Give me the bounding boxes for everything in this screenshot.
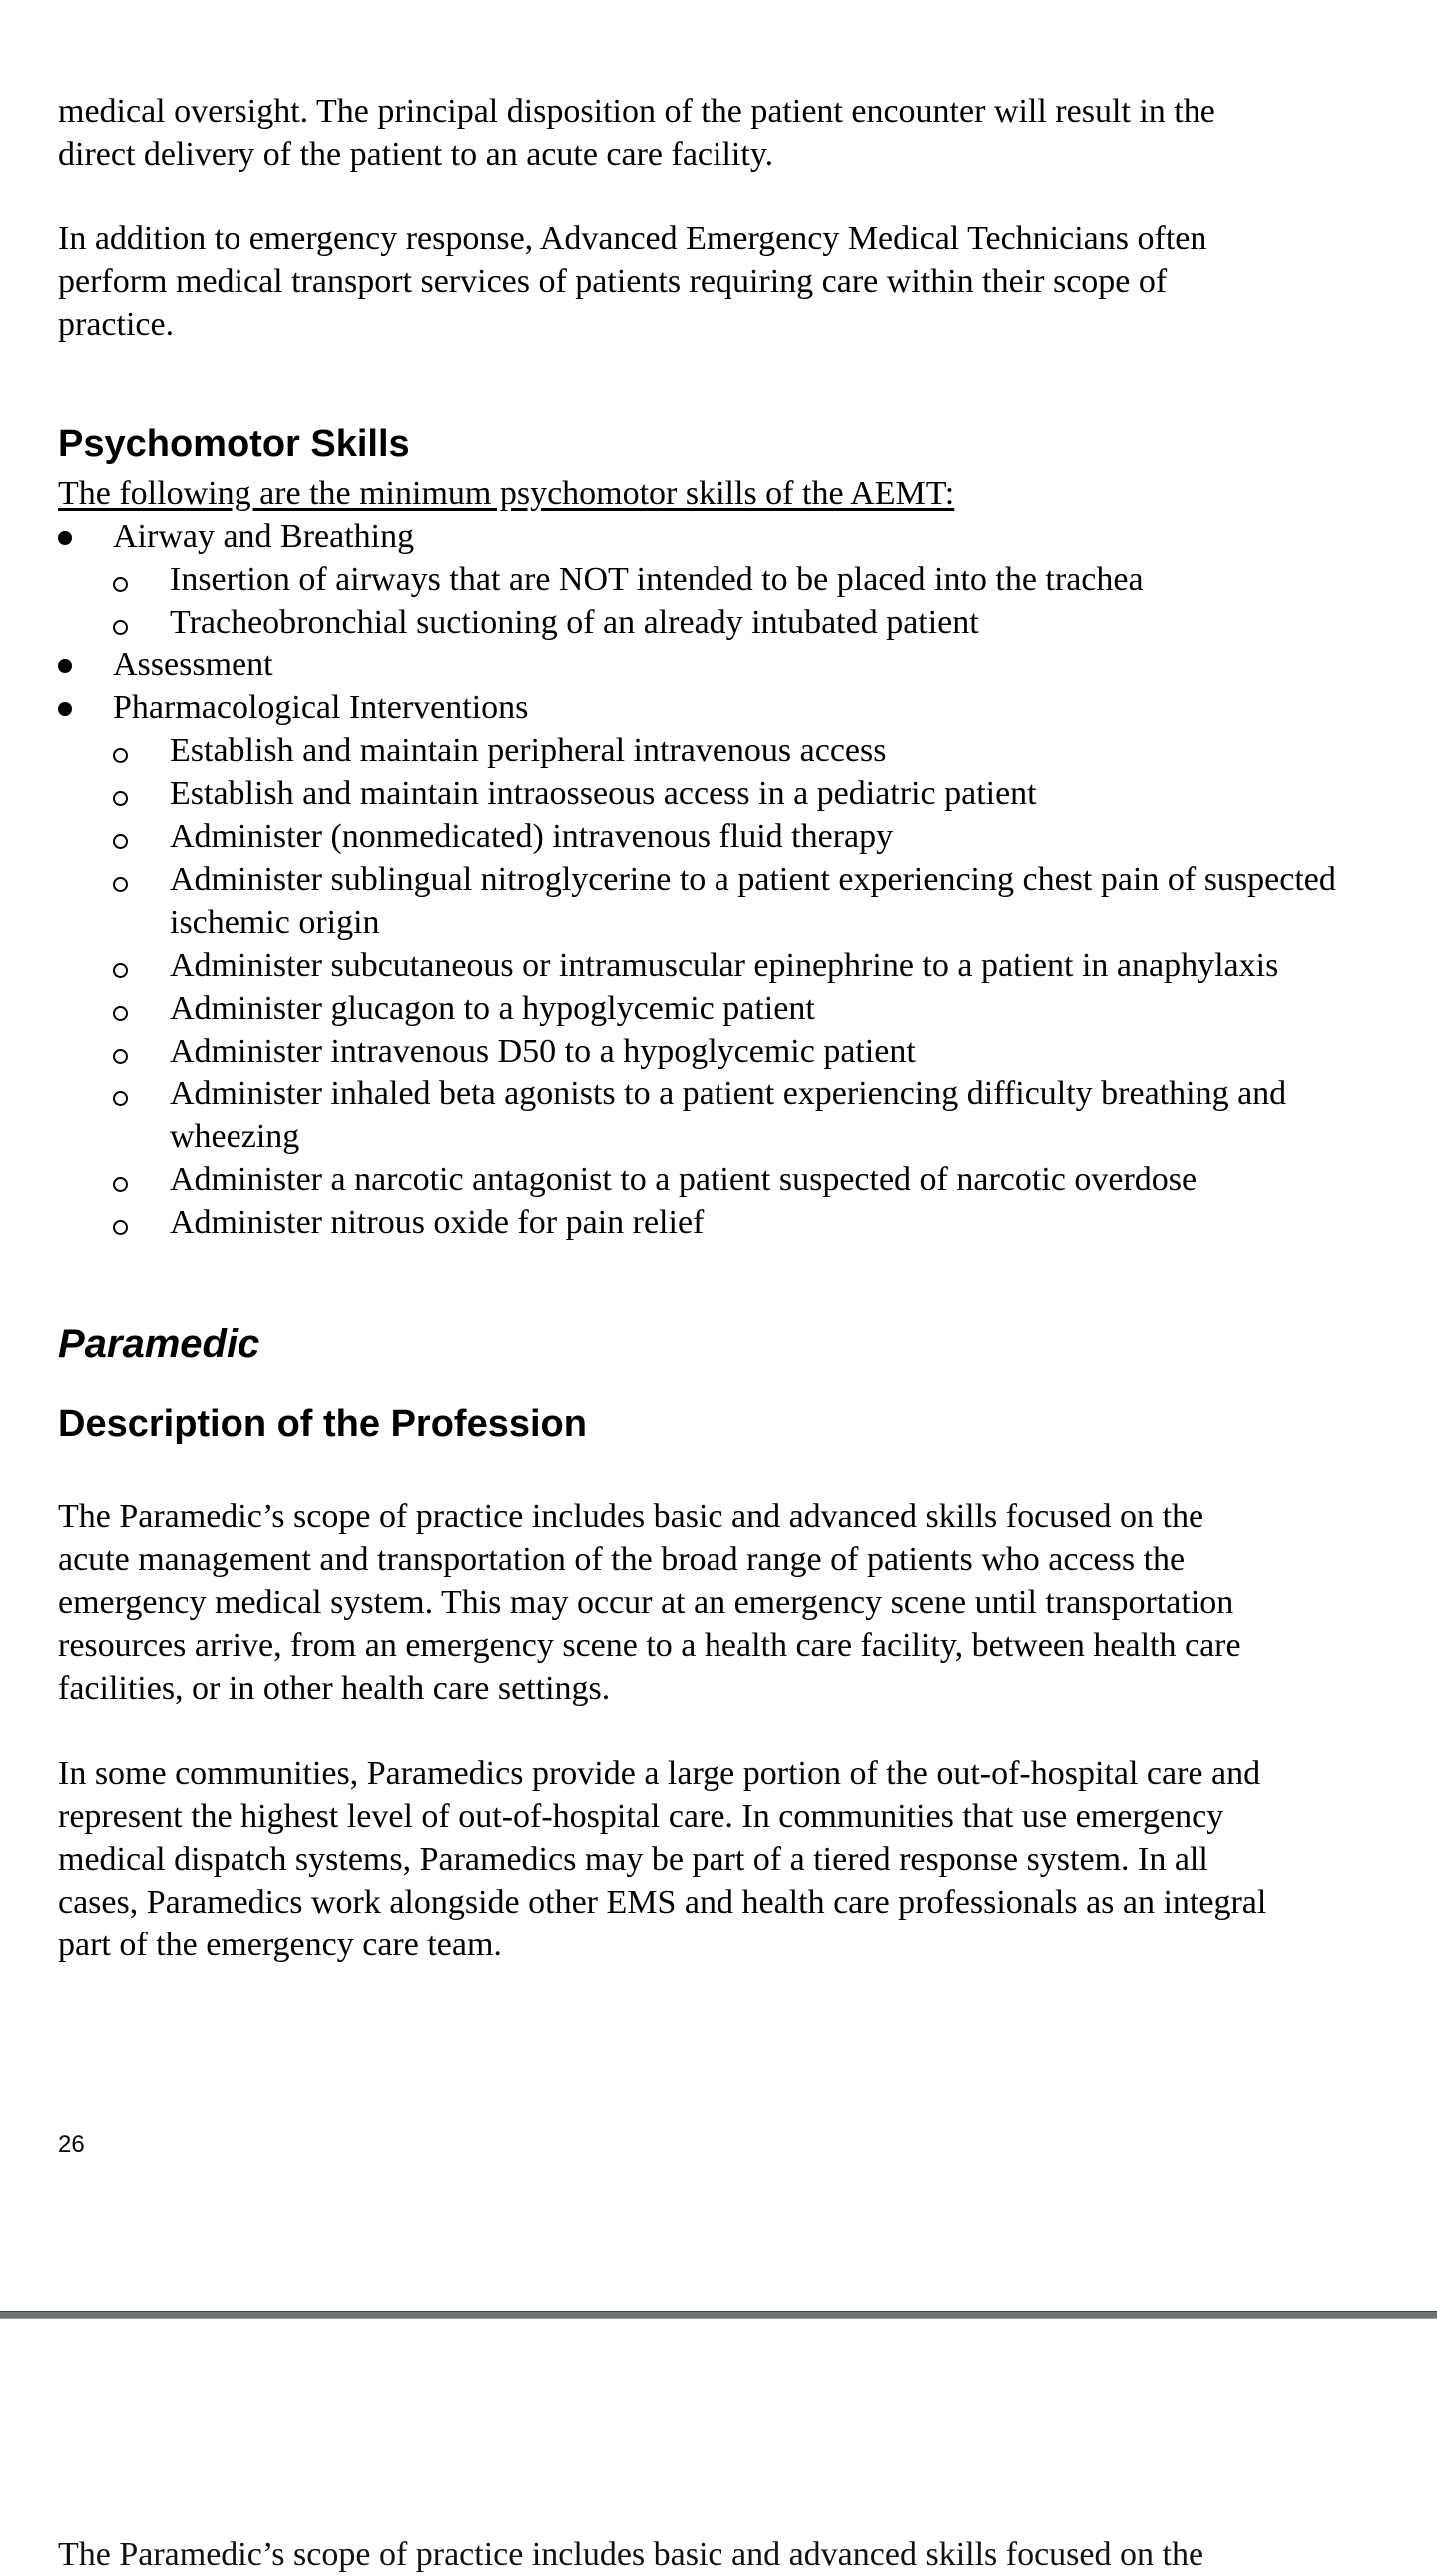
text-line: resources arrive, from an emergency scene to a health care facility, between health care [58, 1627, 1241, 1664]
list-item-text: Administer nitrous oxide for pain relief [170, 1204, 705, 1241]
next-page [0, 2319, 1437, 2573]
skill-group-assessment [58, 644, 1395, 686]
skill-group-label: Airway and Breathing [113, 518, 415, 555]
text-line: part of the emergency care team. [58, 1927, 502, 1963]
page-content [58, 90, 1395, 1966]
circle-bullet-icon [113, 1091, 128, 1106]
list-item-text: Administer intravenous D50 to a hypoglycemic patient [170, 1033, 916, 1070]
bullet-icon [58, 531, 72, 545]
text-line: medical dispatch systems, Paramedics may be part of a tiered response system. In all [58, 1841, 1208, 1878]
skill-sublist [113, 729, 1395, 1244]
circle-bullet-icon [113, 577, 128, 592]
circle-bullet-icon [113, 1220, 128, 1235]
text-line: perform medical transport services of patients requiring care within their scope of [58, 263, 1168, 300]
circle-bullet-icon [113, 620, 128, 635]
list-item [113, 815, 1395, 858]
list-item-text: Establish and maintain peripheral intravenous access [170, 732, 887, 769]
list-item-text: Administer sublingual nitroglycerine to a patient experiencing chest pain of suspected ischemic origin [170, 861, 1336, 941]
circle-bullet-icon [113, 877, 128, 892]
next-page-text-fragment: The Paramedic’s scope of practice includes basic and advanced skills focused on the [58, 2536, 1204, 2573]
skills-list [58, 515, 1395, 1244]
list-item [113, 1030, 1395, 1073]
skill-group-label: Assessment [113, 646, 273, 683]
list-item-text: Administer subcutaneous or intramuscular epinephrine to a patient in anaphylaxis [170, 947, 1279, 984]
list-item-text: Administer (nonmedicated) intravenous fluid therapy [170, 818, 894, 855]
psychomotor-skills-heading: Psychomotor Skills [58, 423, 410, 465]
text-line: facilities, or in other health care settings. [58, 1670, 611, 1707]
list-item-text: Insertion of airways that are NOT intended to be placed into the trachea [170, 561, 1144, 598]
intro-paragraph-2 [58, 217, 1395, 346]
list-item [113, 1158, 1395, 1201]
circle-bullet-icon [113, 963, 128, 978]
text-line: In some communities, Paramedics provide a large portion of the out-of-hospital care and [58, 1755, 1261, 1792]
text-line: cases, Paramedics work alongside other EMS and health care professionals as an integral [58, 1884, 1267, 1921]
text-line: emergency medical system. This may occur at an emergency scene until transportation [58, 1584, 1234, 1621]
list-item-text: Administer glucagon to a hypoglycemic patient [170, 990, 815, 1027]
list-item-text: Tracheobronchial suctioning of an already intubated patient [170, 604, 979, 641]
list-item-text: Administer a narcotic antagonist to a patient suspected of narcotic overdose [170, 1161, 1198, 1198]
text-line: acute management and transportation of the broad range of patients who access the [58, 1541, 1186, 1578]
list-item [113, 729, 1395, 772]
list-item [113, 944, 1395, 987]
skill-group-pharmacological [58, 686, 1395, 1244]
skill-group-label: Pharmacological Interventions [113, 689, 529, 726]
list-item-text: Establish and maintain intraosseous access in a pediatric patient [170, 775, 1037, 812]
intro-paragraph-1 [58, 90, 1395, 176]
list-item [113, 1073, 1395, 1158]
list-item [113, 601, 1395, 644]
text-line: represent the highest level of out-of-hospital care. In communities that use emergency [58, 1798, 1224, 1835]
list-item [113, 772, 1395, 815]
psychomotor-lead: The following are the minimum psychomotor skills of the AEMT: [58, 475, 955, 512]
list-item [113, 858, 1395, 944]
circle-bullet-icon [113, 1177, 128, 1192]
circle-bullet-icon [113, 1006, 128, 1021]
skill-sublist [113, 558, 1395, 644]
list-item [113, 1201, 1395, 1244]
skill-group-airway [58, 515, 1395, 644]
text-line: In addition to emergency response, Advanced Emergency Medical Technicians often [58, 220, 1207, 257]
circle-bullet-icon [113, 834, 128, 849]
bullet-icon [58, 702, 72, 716]
text-line: The Paramedic’s scope of practice includes basic and advanced skills focused on the [58, 1499, 1204, 1535]
bullet-icon [58, 659, 72, 673]
page-divider [0, 2311, 1437, 2319]
description-heading: Description of the Profession [58, 1403, 587, 1445]
page-number: 26 [58, 2131, 85, 2158]
list-item [113, 987, 1395, 1030]
text-line: direct delivery of the patient to an acute care facility. [58, 136, 774, 173]
text-line: practice. [58, 306, 175, 343]
circle-bullet-icon [113, 1049, 128, 1064]
paramedic-paragraph-2 [58, 1752, 1395, 1966]
paramedic-paragraph-1 [58, 1496, 1395, 1710]
text-line: medical oversight. The principal disposition of the patient encounter will result in the [58, 93, 1215, 130]
circle-bullet-icon [113, 748, 128, 763]
list-item-text: Administer inhaled beta agonists to a patient experiencing difficulty breathing and wheezing [170, 1075, 1287, 1155]
list-item [113, 558, 1395, 601]
paramedic-title: Paramedic [58, 1322, 260, 1366]
circle-bullet-icon [113, 791, 128, 806]
